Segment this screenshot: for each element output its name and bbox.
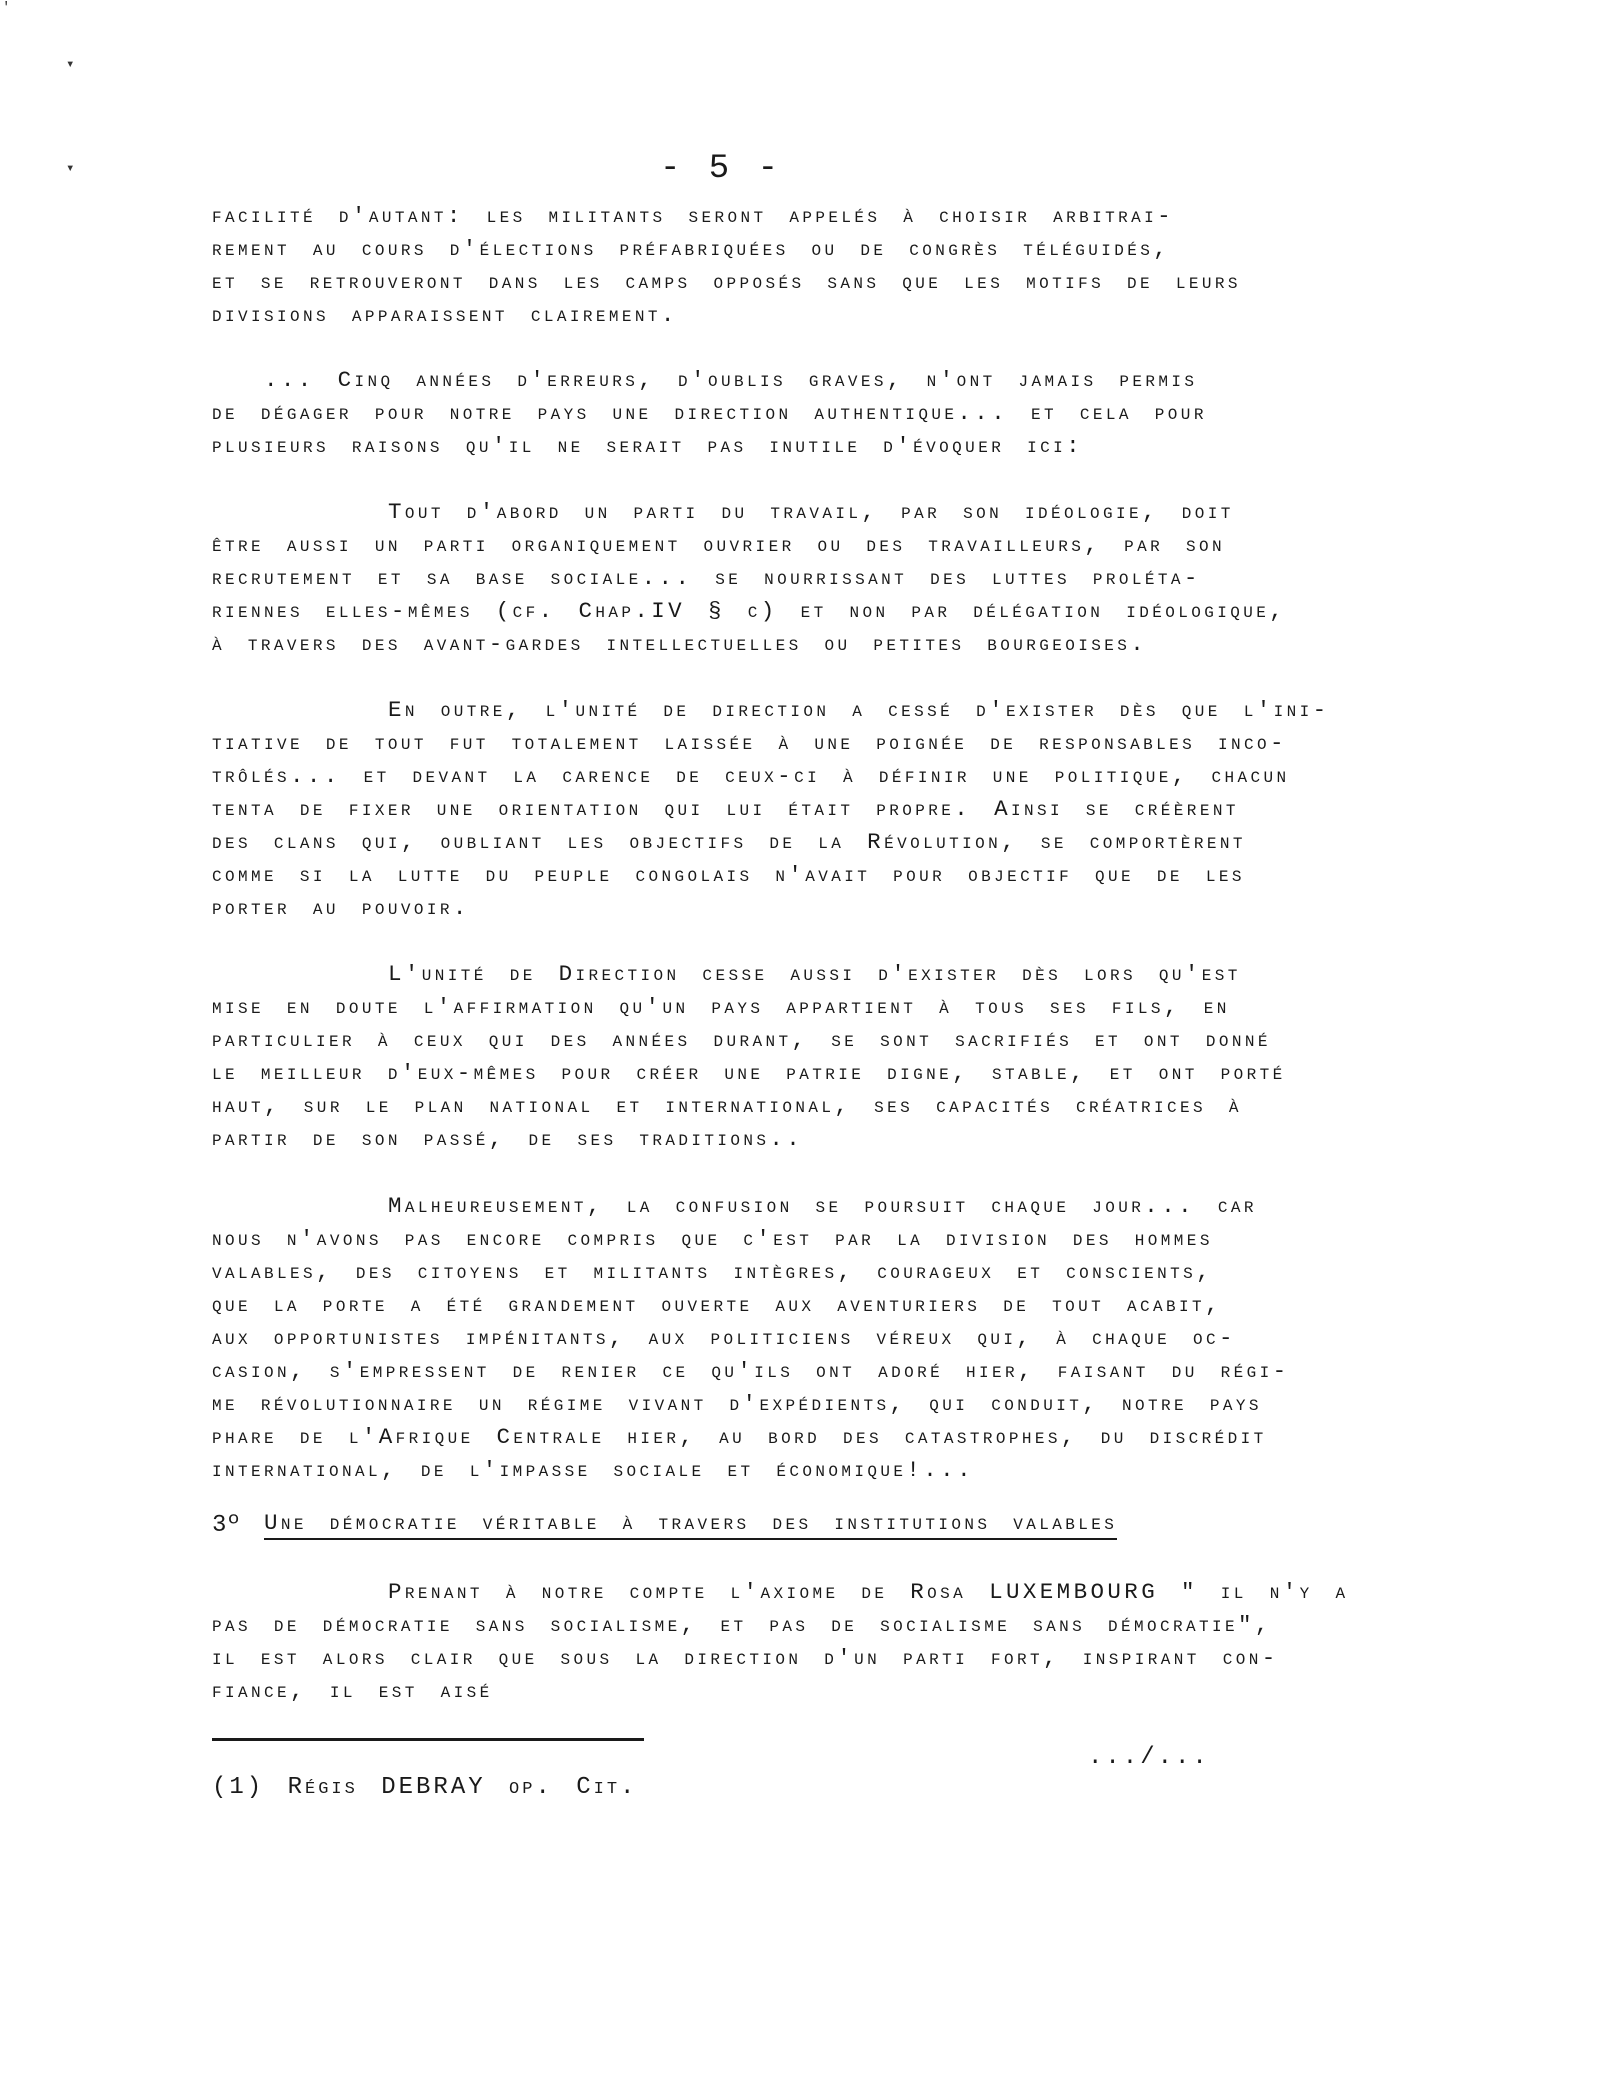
text-line: me révolutionnaire un régime vivant d'expédients, qui conduit, notre pays <box>212 1391 1262 1417</box>
text-line: casion, s'empressent de renier ce qu'ils ont adoré hier, faisant du régi- <box>212 1358 1290 1384</box>
page-number: - 5 - <box>660 150 783 188</box>
text-line: Prenant à notre compte l'axiome de Rosa LUXEMBOURG " il n'y a <box>388 1579 1349 1605</box>
text-line: que la porte a été grandement ouverte aux aventuriers de tout acabit, <box>212 1292 1222 1318</box>
text-line: le meilleur d'eux-mêmes pour créer une patrie digne, stable, et ont porté <box>212 1060 1286 1086</box>
text-line: riennes elles-mêmes (cf. Chap.IV § c) et non par délégation idéologique, <box>212 598 1287 624</box>
text-line: international, de l'impasse sociale et économique!... <box>212 1457 974 1483</box>
text-line: à travers des avant-gardes intellectuelles ou petites bourgeoises. <box>212 631 1148 657</box>
paragraph-6 <box>212 1190 1552 1487</box>
paragraph-2 <box>212 364 1552 463</box>
footnote-divider <box>212 1738 644 1741</box>
text-line: fiance, il est aisé <box>212 1678 493 1704</box>
text-line: pas de démocratie sans socialisme, et pas de socialisme sans démocratie", <box>212 1612 1272 1638</box>
text-line: particulier à ceux qui des années durant, se sont sacrifiés et ont donné <box>212 1027 1271 1053</box>
text-line: facilité d'autant: les militants seront appelés à choisir arbitrai- <box>212 203 1175 229</box>
text-line: des clans qui, oubliant les objectifs de la Révolution, se comportèrent <box>212 829 1246 855</box>
footnote: (1) Régis DEBRAY op. Cit. <box>212 1774 638 1801</box>
text-line: recrutement et sa base sociale... se nourrissant des luttes prolétа- <box>212 565 1201 591</box>
text-line: de dégager pour notre pays une direction authentique... et cela pour <box>212 400 1207 426</box>
text-line: Malheureusement, la confusion se poursuit chaque jour... car <box>388 1193 1257 1219</box>
punch-mark: ▾ <box>66 161 75 177</box>
text-line: et se retrouveront dans les camps opposés sans que les motifs de leurs <box>212 269 1241 295</box>
text-line: haut, sur le plan national et international, ses capacités créatrices à <box>212 1093 1242 1119</box>
text-line: porter au pouvoir. <box>212 895 470 921</box>
text-line: aux opportunistes impénitants, aux politiciens véreux qui, à chaque oc- <box>212 1325 1236 1351</box>
text-line: être aussi un parti organiquement ouvrier ou des travailleurs, par son <box>212 532 1226 558</box>
paragraph-3 <box>212 496 1552 661</box>
text-line: partir de son passé, de ses traditions.. <box>212 1126 804 1152</box>
text-line: tiative de tout fut totalement laissée à une poignée de responsables inco- <box>212 730 1287 756</box>
text-line: valables, des citoyens et militants intègres, courageux et conscients, <box>212 1259 1214 1285</box>
text-line: il est alors clair que sous la direction d'un parti fort, inspirant con- <box>212 1645 1279 1671</box>
text-line: Tout d'abord un parti du travail, par son idéologie, doit <box>388 499 1234 525</box>
continuation-mark: .../... <box>1088 1744 1210 1771</box>
section-paragraph <box>212 1576 1552 1708</box>
text-line: En outre, l'unité de direction a cessé d'exister dès que l'ini- <box>388 697 1330 723</box>
paragraph-5 <box>212 958 1552 1156</box>
paragraph-4 <box>212 694 1552 925</box>
text-line: nous n'avons pas encore compris que c'est par la division des hommes <box>212 1226 1213 1252</box>
scan-speck: ' <box>2 0 11 16</box>
text-line: divisions apparaissent clairement. <box>212 302 678 328</box>
text-line: L'unité de Direction cesse aussi d'exister dès lors qu'est <box>388 961 1241 987</box>
text-line: rement au cours d'élections préfabriquées ou de congrès téléguidés, <box>212 236 1171 262</box>
section-title: Une démocratie véritable à travers des institutions valables <box>264 1510 1117 1540</box>
text-line: comme si la lutte du peuple congolais n'avait pour objectif que de les <box>212 862 1245 888</box>
text-line: mise en doute l'affirmation qu'un pays appartient à tous ses fils, en <box>212 994 1230 1020</box>
text-line: plusieurs raisons qu'il ne serait pas inutile d'évoquer ici: <box>212 433 1084 459</box>
text-line: phare de l'Afrique Centrale hier, au bord des catastrophes, du discrédit <box>212 1424 1267 1450</box>
text-line: trôlés... et devant la carence de ceux-ci à définir une politique, chacun <box>212 763 1290 789</box>
section-number: 3º <box>212 1512 241 1539</box>
text-line: tenta de fixer une orientation qui lui était propre. Ainsi se créèrent <box>212 796 1239 822</box>
text-line: ... Cinq années d'erreurs, d'oublis graves, n'ont jamais permis <box>264 367 1198 393</box>
paragraph-1 <box>212 200 1552 332</box>
punch-mark: ▾ <box>66 57 75 73</box>
